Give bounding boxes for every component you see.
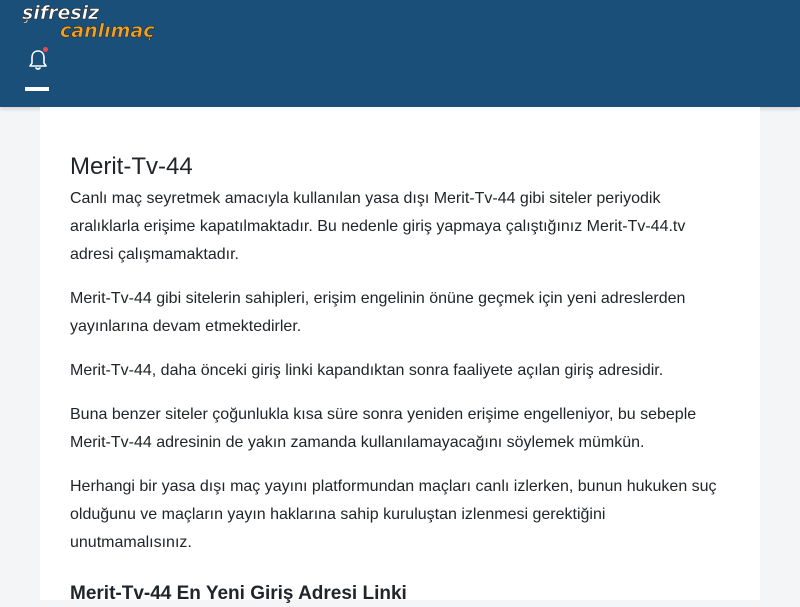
logo-text-top: şifresiz [22,2,100,24]
menu-icon[interactable] [25,87,49,91]
logo-graphic [20,2,166,40]
bell-icon[interactable] [28,49,48,71]
paragraph-1: Canlı maç seyretmek amacıyla kullanılan yasa dışı Merit-Tv-44 gibi siteler periyodik aralıklarla erişime kapatılmaktadır. Bu nedenle giriş yapmaya çalıştığınız Merit-Tv-44.tv adresi çalışmamaktadır. [70,190,686,263]
notification-dot [43,47,48,52]
article-content [70,150,730,607]
section-heading: Merit-Tv-44 En Yeni Giriş Adresi Linki [70,583,407,604]
bell-icon-graphic [28,49,48,71]
paragraph-4: Buna benzer siteler çoğunlukla kısa süre sonra yeniden erişime engelleniyor, bu sebeple Merit-Tv-44 adresinin de yakın zamanda kullanılamayacağını söylemek mümkün. [70,406,697,451]
paragraph-2: Merit-Tv-44 gibi sitelerin sahipleri, erişim engelinin önüne geçmek için yeni adreslerden yayınlarına devam etmektedirler. [70,290,686,335]
page-title: Merit-Tv-44 [70,153,193,180]
paragraph-3: Merit-Tv-44, daha önceki giriş linki kapandıktan sonra faaliyete açılan giriş adresidir. [70,362,664,379]
logo-text-bottom: canlımaç [60,20,155,40]
site-logo[interactable] [20,2,166,40]
site-header [0,0,800,107]
paragraph-5: Herhangi bir yasa dışı maç yayını platformundan maçları canlı izlerken, bunun hukuken suç olduğunu ve maçların yayın haklarına sahip kuruluştan izlenmesi gerektiğini unutmamalısınız. [70,478,717,551]
